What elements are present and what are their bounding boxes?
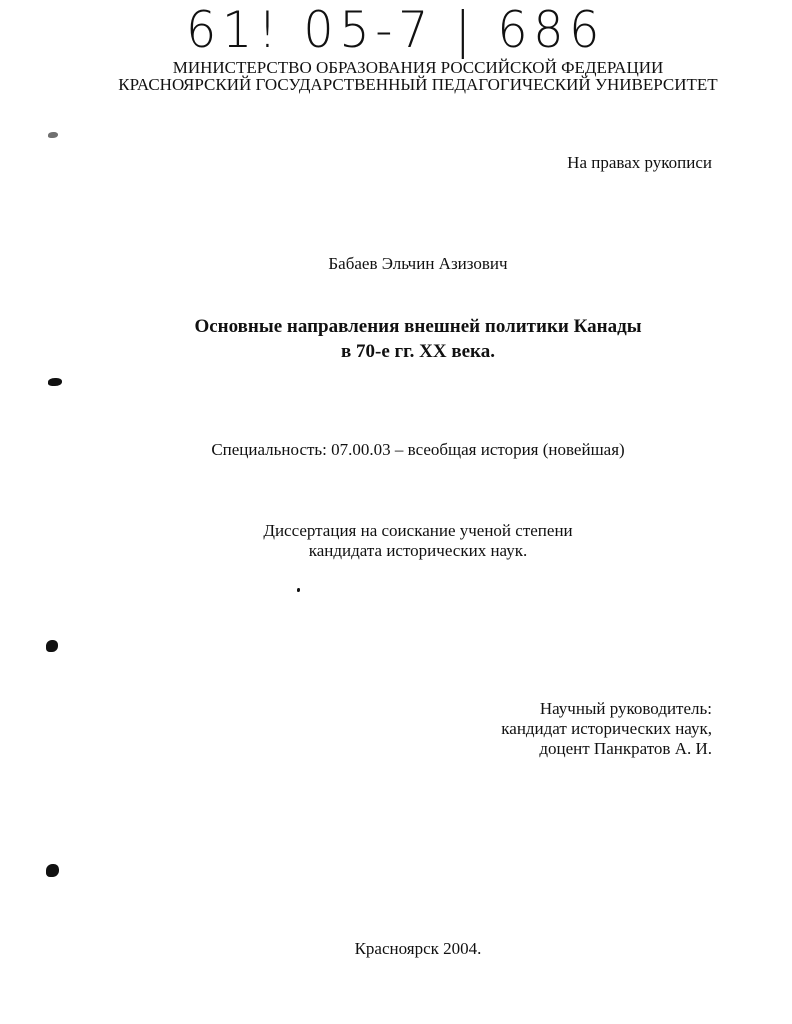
scan-mark	[297, 588, 300, 592]
university-heading: КРАСНОЯРСКИЙ ГОСУДАРСТВЕННЫЙ ПЕДАГОГИЧЕСКИЙ УНИВЕРСИТЕТ	[118, 75, 718, 94]
dissertation-line1: Диссертация на соискание ученой степени	[263, 521, 573, 540]
advisor-degree: кандидат исторических наук,	[501, 719, 712, 738]
scan-mark	[46, 864, 59, 877]
scan-mark	[46, 640, 58, 652]
advisor-name: доцент Панкратов А. И.	[539, 739, 712, 758]
scan-mark	[48, 132, 58, 138]
advisor-label: Научный руководитель:	[539, 699, 712, 718]
dissertation-title-line2: в 70-е гг. XX века.	[341, 341, 495, 362]
scan-mark	[48, 378, 62, 386]
city-year: Красноярск 2004.	[354, 939, 482, 958]
handwritten-catalog-number: 61! 05-7 | 686	[186, 1, 606, 59]
ministry-heading: МИНИСТЕРСТВО ОБРАЗОВАНИЯ РОССИЙСКОЙ ФЕДЕРАЦИИ	[172, 58, 664, 77]
dissertation-line2: кандидата исторических наук.	[308, 541, 528, 560]
dissertation-title-line1: Основные направления внешней политики Канады	[194, 316, 642, 337]
specialty: Специальность: 07.00.03 – всеобщая история (новейшая)	[211, 440, 625, 459]
rights-note: На правах рукописи	[567, 153, 712, 172]
author-name: Бабаев Эльчин Азизович	[328, 254, 508, 273]
